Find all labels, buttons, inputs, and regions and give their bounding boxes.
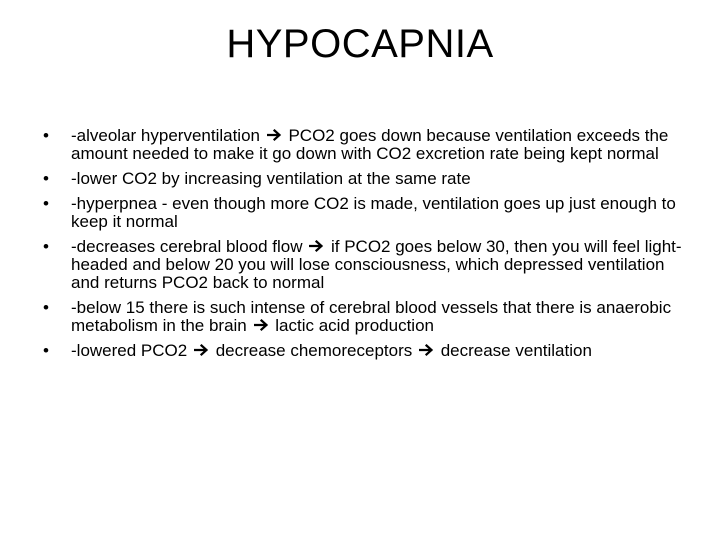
bullet-marker: • xyxy=(43,126,49,145)
bullet-text xyxy=(71,238,682,292)
bullet-text xyxy=(71,127,682,163)
bullet-text-segment: decrease chemoreceptors xyxy=(215,341,413,360)
right-arrow-icon xyxy=(194,343,209,357)
bullet-text-segment: if PCO2 goes below 30, then you will feel light-headed and below 20 you will lose consciousness, which depressed ventilation and returns PCO2 back to normal xyxy=(71,237,682,292)
bullet-marker: • xyxy=(43,169,49,188)
bullet-text-segment: -lowered PCO2 xyxy=(71,341,188,360)
bullet-marker: • xyxy=(43,237,49,256)
bullet-marker: • xyxy=(43,194,49,213)
bullet-text-segment: decrease ventilation xyxy=(440,341,592,360)
bullet-text xyxy=(71,342,682,360)
list-item xyxy=(42,299,682,335)
bullet-text xyxy=(71,299,682,335)
list-item xyxy=(42,342,682,360)
bullet-text xyxy=(71,195,682,231)
list-item xyxy=(42,238,682,292)
bullet-text-segment: -decreases cerebral blood flow xyxy=(71,237,303,256)
right-arrow-icon xyxy=(254,318,269,332)
bullet-text-segment: -hyperpnea - even though more CO2 is made, ventilation goes up just enough to keep it normal xyxy=(71,194,676,231)
bullet-marker: • xyxy=(43,341,49,360)
bullet-text-segment: -alveolar hyperventilation xyxy=(71,126,260,145)
bullet-marker: • xyxy=(43,298,49,317)
list-item xyxy=(42,170,682,188)
list-item xyxy=(42,195,682,231)
right-arrow-icon xyxy=(309,239,324,253)
bullet-text-segment: -lower CO2 by increasing ventilation at the same rate xyxy=(71,169,471,188)
bullet-text xyxy=(71,170,682,188)
bullet-text-segment: PCO2 goes down because ventilation exceeds the amount needed to make it go down with CO2 excretion rate being kept normal xyxy=(71,126,669,163)
slide-title: HYPOCAPNIA xyxy=(226,22,494,66)
right-arrow-icon xyxy=(267,128,282,142)
list-item xyxy=(42,127,682,163)
bullet-list xyxy=(42,127,682,367)
bullet-text-segment: -below 15 there is such intense of cerebral blood vessels that there is anaerobic metabolism in the brain xyxy=(71,298,672,335)
bullet-text-segment: lactic acid production xyxy=(275,316,434,335)
right-arrow-icon xyxy=(419,343,434,357)
